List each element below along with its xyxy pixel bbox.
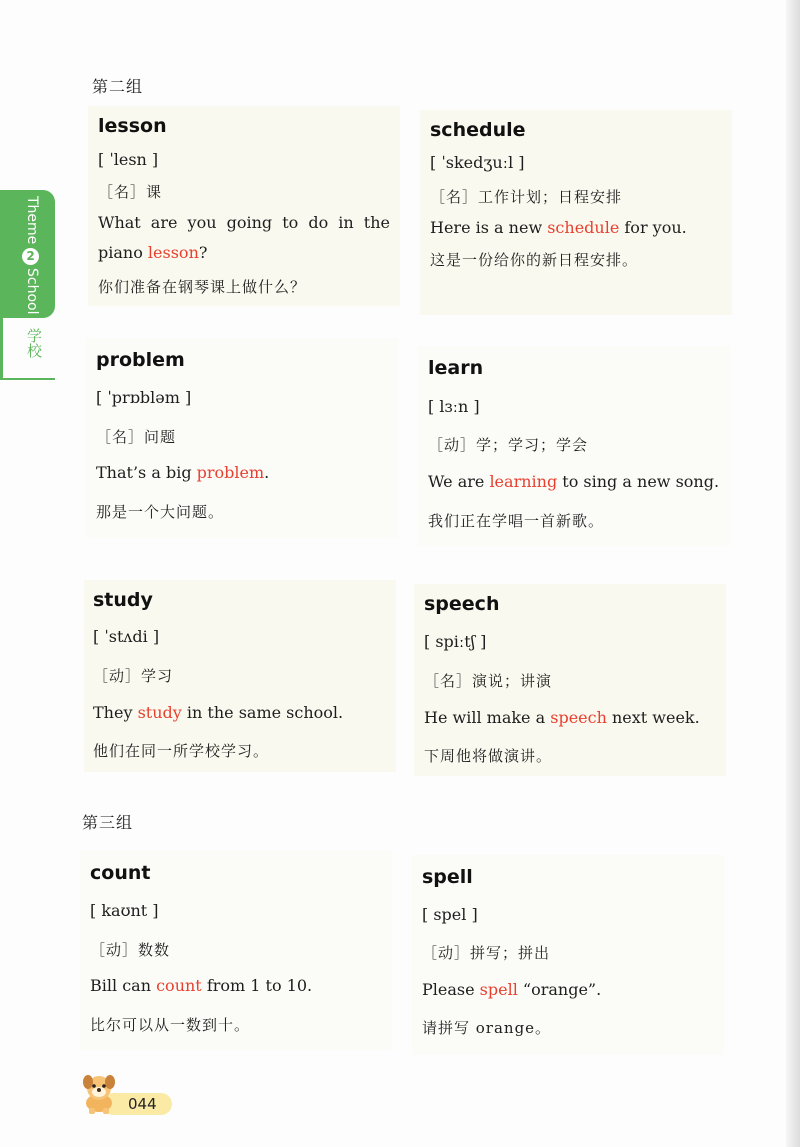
example-text: piano — [98, 243, 148, 262]
translation: 比尔可以从一数到十。 — [90, 1016, 251, 1034]
word-headword: count — [90, 862, 151, 884]
part-of-speech: ［名］工作计划；日程安排 — [430, 188, 623, 206]
example-sentence — [424, 708, 700, 727]
phonetic: [ ˈlesn ] — [98, 150, 159, 169]
example-text: next week. — [606, 708, 700, 727]
example-text: ? — [198, 243, 208, 262]
translation: 下周他将做演讲。 — [424, 747, 553, 765]
puppy-mascot-icon — [76, 1070, 122, 1116]
example-text: Please — [422, 980, 480, 999]
example-sentence — [90, 976, 312, 995]
example-sentence: What are you going to do in the — [98, 213, 390, 232]
phonetic: [ spiːtʃ ] — [424, 632, 487, 651]
example-text: Bill can — [90, 976, 157, 995]
translation: 我们正在学唱一首新歌。 — [428, 512, 605, 530]
example-sentence-cont — [98, 243, 207, 262]
example-text: Here is a new — [430, 218, 548, 237]
part-of-speech: ［动］数数 — [90, 941, 171, 959]
part-of-speech: ［名］问题 — [96, 428, 177, 446]
example-sentence — [430, 218, 687, 237]
example-text: That’s a big — [96, 463, 197, 482]
theme-side-tab — [0, 190, 55, 380]
example-text: from 1 to 10. — [201, 976, 313, 995]
word-headword: problem — [96, 349, 185, 371]
phonetic: [ kaʊnt ] — [90, 901, 159, 920]
word-headword: learn — [428, 357, 484, 379]
example-text: to sing a new song. — [557, 472, 720, 491]
part-of-speech: ［动］拼写；拼出 — [422, 944, 551, 962]
word-headword: lesson — [98, 115, 167, 137]
example-text: for you. — [619, 218, 687, 237]
example-text: in the same school. — [181, 703, 344, 722]
example-sentence — [96, 463, 269, 482]
highlighted-word: speech — [550, 708, 607, 727]
group-title: 第三组 — [82, 813, 134, 832]
part-of-speech: ［动］学；学习；学会 — [428, 436, 589, 454]
part-of-speech: ［名］演说；讲演 — [424, 672, 553, 690]
group-title: 第二组 — [92, 77, 144, 96]
example-sentence — [428, 472, 719, 491]
highlighted-word: schedule — [547, 218, 620, 237]
highlighted-word: study — [137, 703, 182, 722]
phonetic: [ spel ] — [422, 905, 478, 924]
translation: 这是一份给你的新日程安排。 — [430, 251, 639, 269]
theme-number: 2 — [22, 248, 39, 265]
page-number: 044 — [128, 1095, 157, 1113]
phonetic: [ ˈstʌdi ] — [93, 627, 160, 646]
highlighted-word: spell — [479, 980, 518, 999]
phonetic: [ ˈskedʒuːl ] — [430, 153, 525, 172]
highlighted-word: count — [156, 976, 202, 995]
translation: 请拼写 orange。 — [422, 1019, 552, 1037]
theme-label: Theme — [24, 196, 40, 245]
example-text: They — [93, 703, 138, 722]
word-headword: spell — [422, 866, 473, 888]
part-of-speech: ［名］课 — [98, 183, 163, 201]
part-of-speech: ［动］学习 — [93, 667, 174, 685]
highlighted-word: lesson — [147, 243, 199, 262]
example-text: “orange”. — [517, 980, 602, 999]
translation: 那是一个大问题。 — [96, 503, 225, 521]
example-text: . — [264, 463, 270, 482]
word-headword: study — [93, 589, 153, 611]
phonetic: [ ˈprɒbləm ] — [96, 388, 192, 407]
theme-name: School — [24, 268, 40, 315]
page-edge — [786, 0, 800, 1147]
example-text: He will make a — [424, 708, 551, 727]
phonetic: [ lɜːn ] — [428, 397, 480, 416]
theme-name-cn: 学校 — [25, 328, 43, 358]
translation: 他们在同一所学校学习。 — [93, 742, 270, 760]
example-sentence — [422, 980, 601, 999]
word-headword: schedule — [430, 119, 526, 141]
translation: 你们准备在钢琴课上做什么？ — [98, 278, 307, 296]
tab-bottom-line — [0, 378, 55, 380]
word-headword: speech — [424, 593, 500, 615]
highlighted-word: learning — [489, 472, 558, 491]
example-sentence — [93, 703, 343, 722]
example-text: We are — [428, 472, 490, 491]
highlighted-word: problem — [196, 463, 265, 482]
